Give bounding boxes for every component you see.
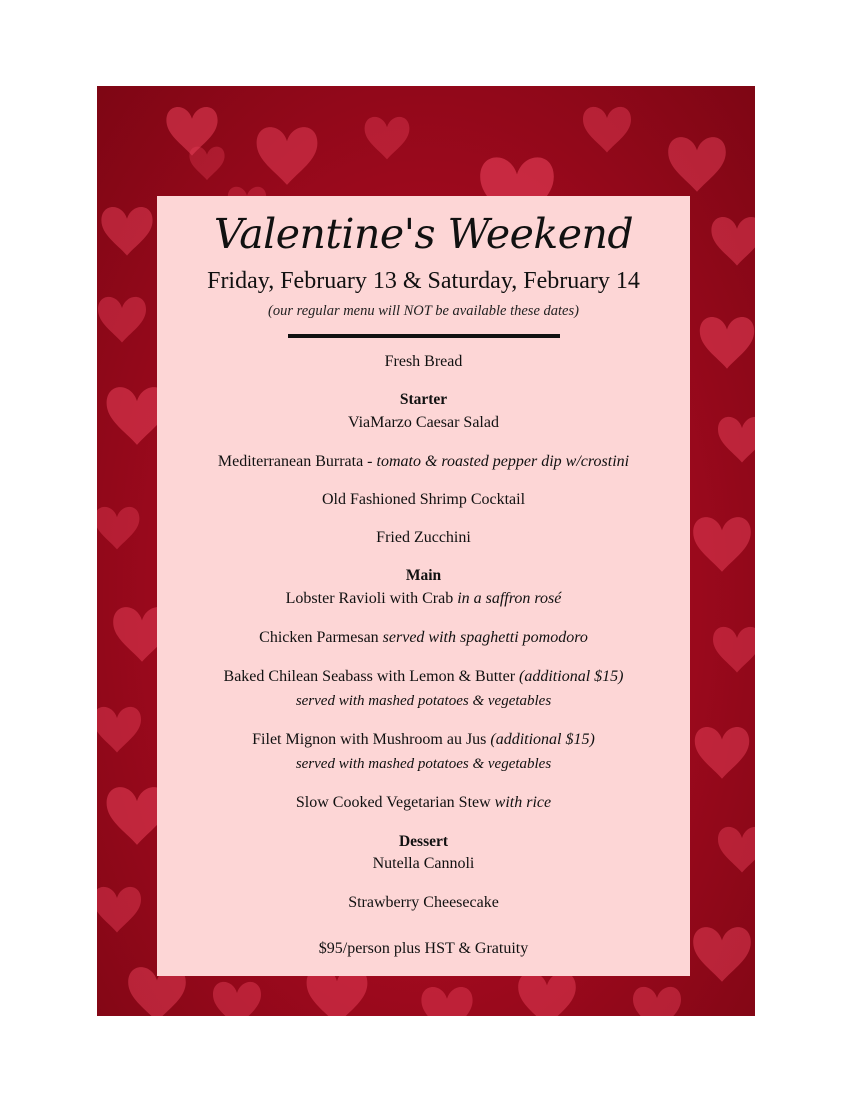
dessert-item: Nutella Cannoli [372,855,475,872]
heart-icon [421,987,472,1016]
heart-icon [166,107,217,156]
main-item: Slow Cooked Vegetarian Stew with rice [295,794,552,811]
main-item: Baked Chilean Seabass with Lemon & Butter (additional $15) [223,668,624,685]
heart-icon [257,127,318,185]
heart-icon [718,417,755,463]
heart-icon [213,982,261,1016]
divider [288,334,560,338]
menu-panel [157,196,690,976]
main-item: Lobster Ravioli with Crab in a saffron rosé [285,590,562,607]
heart-icon [583,107,631,153]
dessert-heading: Dessert [398,833,449,850]
main-heading: Main [405,567,442,584]
heart-icon [97,707,141,753]
price-line: $95/person plus HST & Gratuity [318,940,529,957]
dessert-item: Strawberry Cheesecake [348,894,499,911]
menu-dates: Friday, February 13 & Saturday, February 14 [207,268,640,294]
starter-item: ViaMarzo Caesar Salad [348,414,499,431]
heart-icon [693,517,751,572]
heart-icon [97,887,141,933]
heart-icon [101,207,152,256]
menu-title: Valentine's Weekend [213,210,634,258]
heart-icon [633,987,681,1016]
heart-icon [718,827,755,873]
main-item: Filet Mignon with Mushroom au Jus (additional $15) [252,731,595,748]
heart-icon [693,927,751,982]
bread-item: Fresh Bread [384,353,463,370]
starter-item: Mediterranean Burrata - tomato & roasted pepper dip w/crostini [217,453,630,470]
main-item-sub: served with mashed potatoes & vegetables [295,756,552,772]
heart-icon [97,507,139,550]
starter-item: Old Fashioned Shrimp Cocktail [321,491,526,508]
menu-note: (our regular menu will NOT be available these dates) [268,303,579,319]
heart-icon [713,627,755,673]
starter-heading: Starter [399,391,448,408]
heart-icon [695,727,749,779]
main-item: Chicken Parmesan served with spaghetti pomodoro [259,629,588,646]
heart-icon [668,137,726,192]
main-item-sub: served with mashed potatoes & vegetables [295,693,552,709]
heart-icon [711,217,755,266]
heart-icon [700,317,754,369]
heart-icon [189,147,224,180]
heart-icon [518,972,576,1016]
heart-icon [365,117,410,160]
starter-item: Fried Zucchini [376,529,471,546]
heart-icon [98,297,146,343]
